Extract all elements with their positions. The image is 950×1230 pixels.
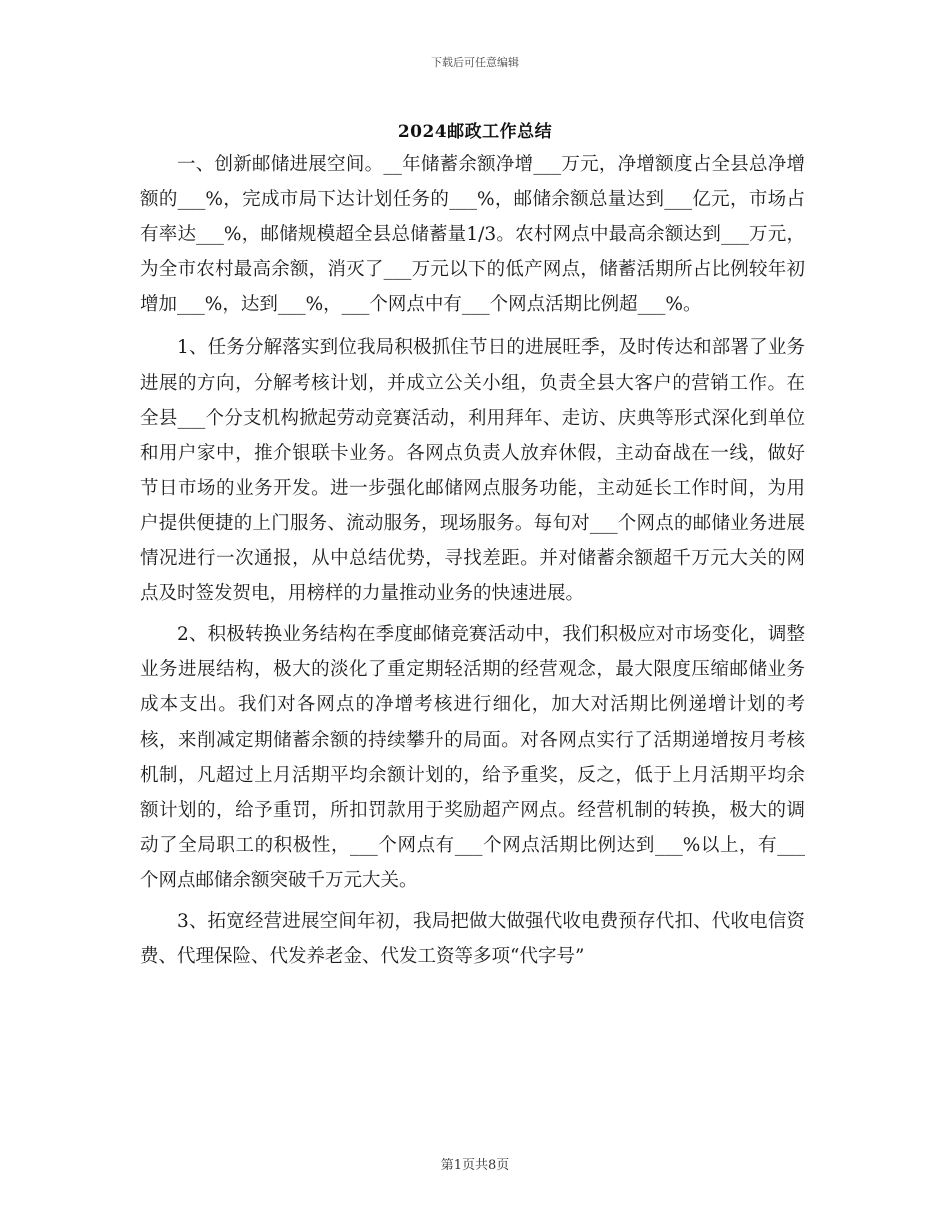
- paragraph-business-structure: 2、积极转换业务结构在季度邮储竞赛活动中，我们积极应对市场变化，调整业务进展结构，极大的淡化了重定期轻活期的经营观念，最大限度压缩邮储业务成本支出。我们对各网点的净增考核进行细化，加大对活期比例递增计划的考核，来削减定期储蓄余额的持续攀升的局面。对各网点实行了活期递增按月考核机制，凡超过上月活期平均余额计划的，给予重奖，反之，低于上月活期平均余额计划的，给予重罚，所扣罚款用于奖励超产网点。经营机制的转换，极大的调动了全局职工的积极性，___个网点有___个网点活期比例达到___%以上，有___个网点邮储余额突破千万元大关。: [140, 624, 805, 891]
- document-body: [140, 147, 805, 974]
- paragraph-task-breakdown: 1、任务分解落实到位我局积极抓住节日的进展旺季，及时传达和部署了业务进展的方向，分解考核计划，并成立公关小组，负责全县大客户的营销工作。在全县___个分支机构掀起劳动竞赛活动，利用拜年、走访、庆典等形式深化到单位和用户家中，推介银联卡业务。各网点负责人放弃休假，主动奋战在一线，做好节日市场的业务开发。进一步强化邮储网点服务功能，主动延长工作时间，为用户提供便捷的上门服务、流动服务，现场服务。每旬对___个网点的邮储业务进展情况进行一次通报，从中总结优势，寻找差距。并对储蓄余额超千万元大关的网点及时签发贺电，用榜样的力量推动业务的快速进展。: [140, 337, 805, 605]
- paragraph-intro: 一、创新邮储进展空间。__年储蓄余额净增___万元，净增额度占全县总净增额的___%，完成市局下达计划任务的___%，邮储余额总量达到___亿元，市场占有率达___%，邮储规模超全县总储蓄量1/3。农村网点中最高余额达到___万元，为全市农村最高余额，消灭了___万元以下的低产网点，储蓄活期所占比例较年初增加___%，达到___%，___个网点中有___个网点活期比例超___%。: [140, 154, 805, 316]
- page-header-note: 下载后可任意编辑: [431, 56, 519, 69]
- document-title: 2024邮政工作总结: [397, 122, 553, 142]
- paragraph-expand-space: 3、拓宽经营进展空间年初，我局把做大做强代收电费预存代扣、代收电信资费、代理保险、代发养老金、代发工资等多项“代字号”: [140, 910, 805, 968]
- page-number: 第1页共8页: [440, 1158, 510, 1173]
